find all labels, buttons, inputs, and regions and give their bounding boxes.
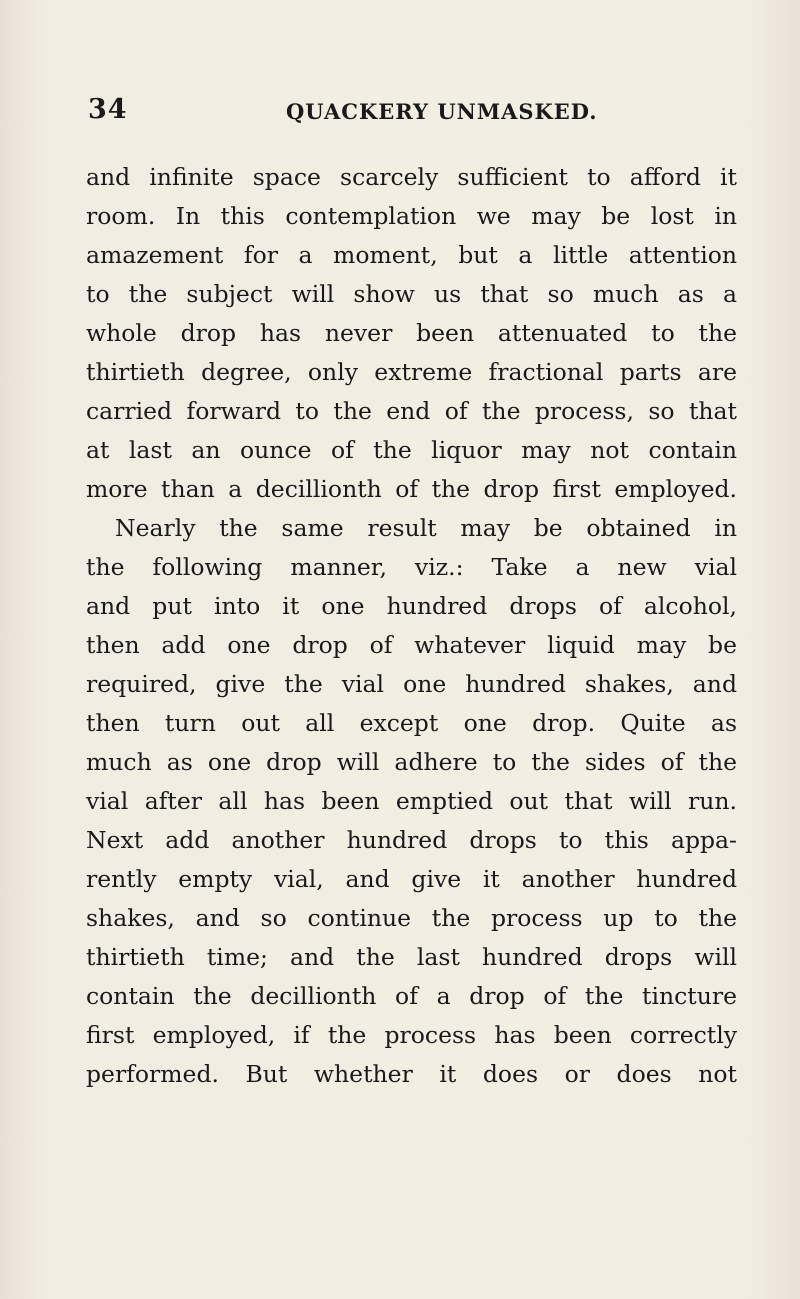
text-line: thirtieth degree, only extreme fractional parts are: [86, 358, 737, 386]
text-line: the following manner, viz.: Take a new vial: [86, 553, 737, 581]
text-line: carried forward to the end of the process, so that: [86, 397, 737, 425]
running-head: [88, 94, 736, 134]
text-line: to the subject will show us that so much as a: [86, 280, 737, 308]
text-line: rently empty vial, and give it another hundred: [86, 865, 737, 893]
text-line: shakes, and so continue the process up to the: [86, 904, 737, 932]
text-line: first employed, if the process has been correctly: [86, 1021, 737, 1049]
text-line: required, give the vial one hundred shakes, and: [86, 670, 737, 698]
text-line: then turn out all except one drop. Quite as: [86, 709, 737, 737]
text-line: thirtieth time; and the last hundred drops will: [86, 943, 737, 971]
body-text: [86, 158, 737, 1094]
text-line: contain the decillionth of a drop of the tincture: [86, 982, 737, 1010]
running-title: QUACKERY UNMASKED.: [286, 99, 598, 124]
text-line: room. In this contemplation we may be lost in: [86, 202, 737, 230]
text-line: amazement for a moment, but a little attention: [86, 241, 737, 269]
text-line: much as one drop will adhere to the sides of the: [86, 748, 737, 776]
paragraph-start-line: Nearly the same result may be obtained in: [115, 514, 737, 542]
text-line: Next add another hundred drops to this appa-: [86, 826, 737, 854]
text-line: and put into it one hundred drops of alcohol,: [86, 592, 737, 620]
text-line: more than a decillionth of the drop first employed.: [86, 475, 737, 503]
text-line: vial after all has been emptied out that will run.: [86, 787, 737, 815]
text-line: performed. But whether it does or does not: [86, 1060, 737, 1088]
page-number: 34: [88, 94, 128, 125]
text-line: whole drop has never been attenuated to the: [86, 319, 737, 347]
text-line: then add one drop of whatever liquid may be: [86, 631, 737, 659]
text-line: at last an ounce of the liquor may not contain: [86, 436, 737, 464]
text-line: and infinite space scarcely sufficient to afford it: [86, 163, 737, 191]
